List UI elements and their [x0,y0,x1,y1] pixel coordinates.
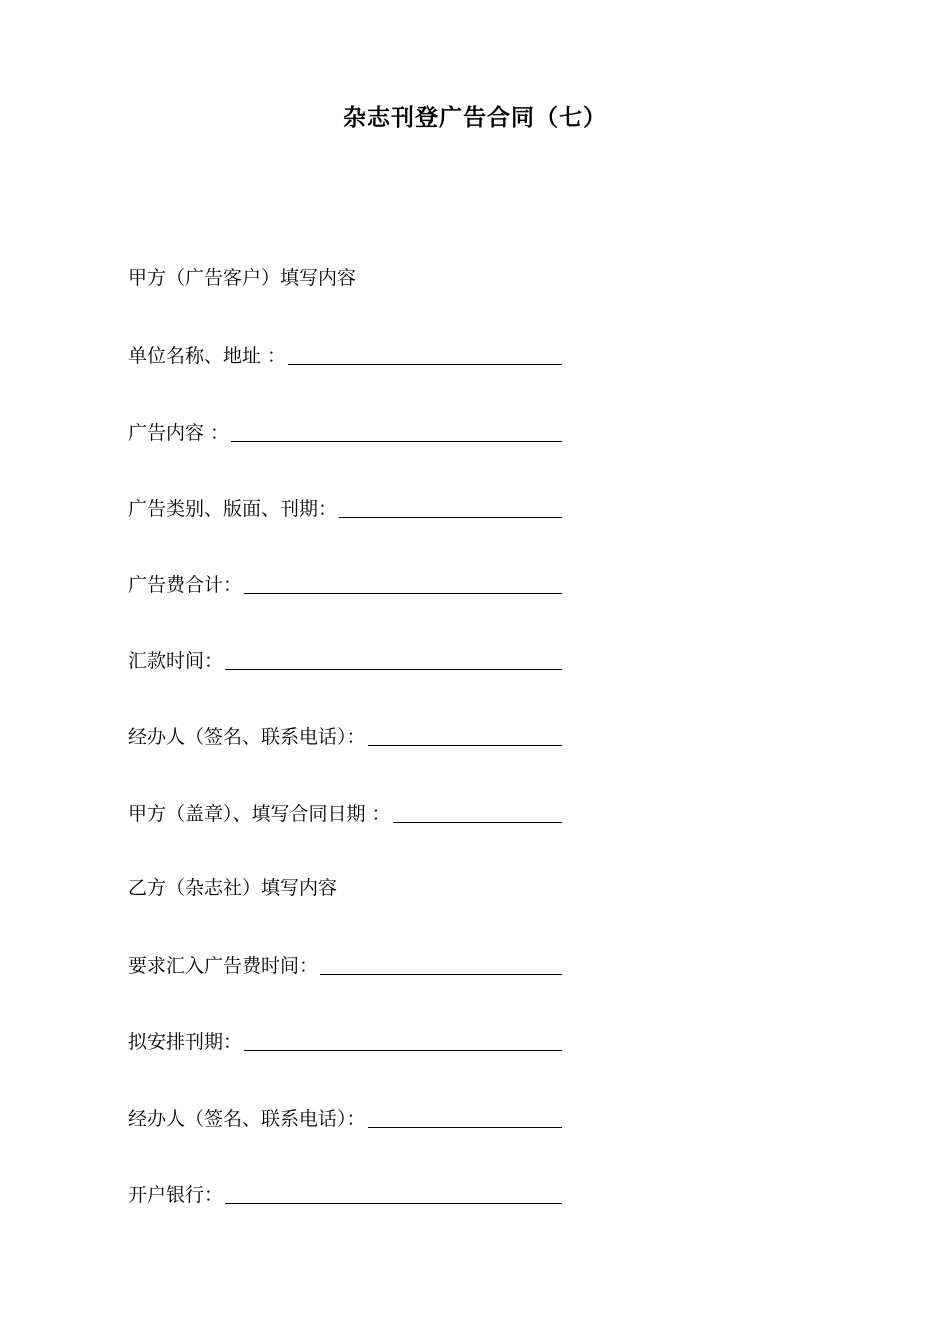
fill-in-blank[interactable] [225,668,562,670]
fill-in-blank[interactable] [320,973,562,975]
fill-in-blank[interactable] [244,592,562,594]
party-a-heading: 甲方（广告客户）填写内容 [128,267,357,289]
field-label: 单位名称、地址 ： [128,345,287,367]
fill-in-blank[interactable] [368,1126,562,1128]
fill-in-blank[interactable] [244,1049,562,1051]
field-planned-issue [128,1025,562,1055]
fill-in-blank[interactable] [231,440,562,442]
field-party-a-handler [128,720,562,750]
field-required-remittance-time [128,949,562,979]
fill-in-blank[interactable] [393,821,562,823]
field-bank [128,1178,562,1208]
field-label: 开户银行： [128,1184,224,1206]
field-remittance-time [128,644,562,674]
field-ad-fee-total [128,568,562,598]
field-unit-name-address [128,339,562,369]
field-label: 汇款时间： [128,650,224,672]
fill-in-blank[interactable] [225,1202,562,1204]
document-title: 杂志刊登广告合同（七） [343,105,607,131]
field-ad-content [128,416,562,446]
party-b-heading: 乙方（杂志社）填写内容 [128,877,338,899]
fill-in-blank[interactable] [339,516,562,518]
fill-in-blank[interactable] [368,744,562,746]
fill-in-blank[interactable] [288,363,562,365]
field-label: 甲方（盖章）、填写合同日期 ： [128,803,391,825]
field-label: 广告内容 ： [128,422,230,444]
field-label: 要求汇入广告费时间： [128,955,319,977]
field-label: 经办人（签名、联系电话）： [128,1108,366,1130]
field-label: 拟安排刊期： [128,1031,243,1053]
field-label: 广告费合计： [128,574,243,596]
field-party-a-seal-date [128,797,562,827]
field-ad-category [128,492,562,522]
field-label: 广告类别、版面、刊期： [128,498,338,520]
field-label: 经办人（签名、联系电话）： [128,726,366,748]
field-party-b-handler [128,1102,562,1132]
